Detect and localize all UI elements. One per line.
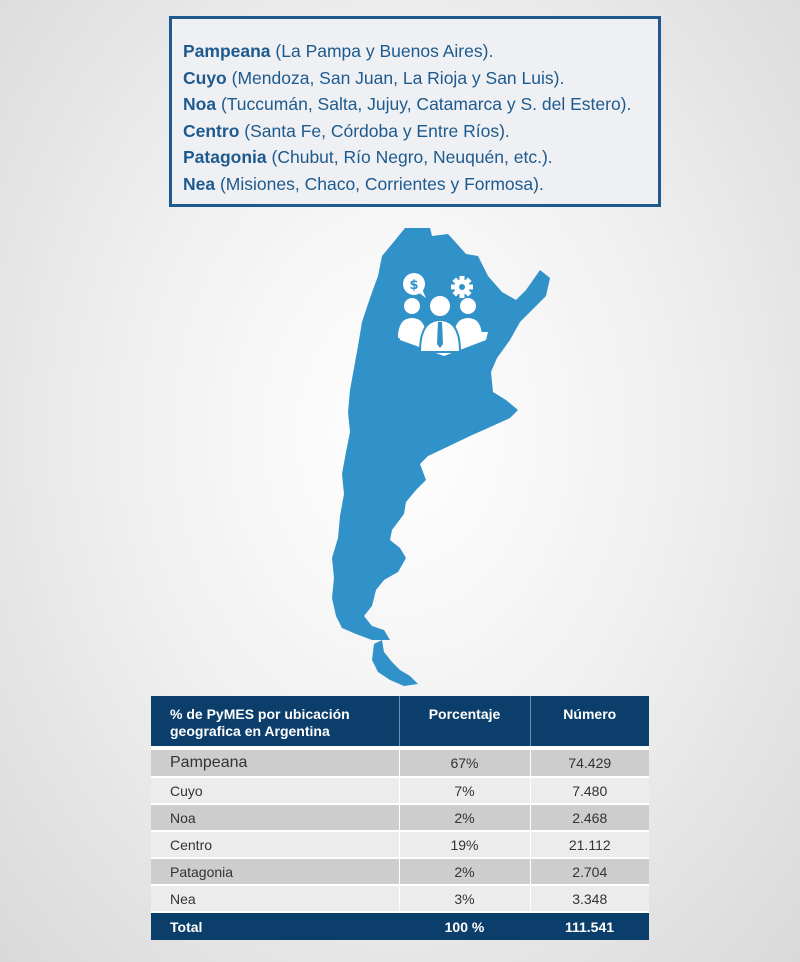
table-row [151, 885, 649, 912]
legend-region-name: Patagonia [183, 147, 267, 167]
row-region: Pampeana [151, 750, 399, 777]
icon-left-person-head [404, 298, 420, 314]
gear-hole [459, 284, 465, 290]
dollar-sign-icon: $ [409, 278, 419, 293]
row-number: 7.480 [530, 777, 649, 804]
row-number: 21.112 [530, 831, 649, 858]
table-row [151, 831, 649, 858]
icon-center-person-head [429, 295, 451, 317]
table-row [151, 804, 649, 831]
row-percent: 7% [399, 777, 530, 804]
legend-region-detail: (Santa Fe, Córdoba y Entre Ríos). [244, 120, 510, 141]
column-header-location: % de PyMES por ubicación geografica en Argentina [151, 696, 399, 746]
row-number: 3.348 [530, 885, 649, 912]
legend-region-name: Pampeana [183, 41, 271, 61]
row-region: Cuyo [151, 777, 399, 804]
row-percent: 19% [399, 831, 530, 858]
legend-region-detail: (Tuccumán, Salta, Jujuy, Catamarca y S. del Estero). [220, 94, 632, 114]
argentina-mainland-shape [332, 228, 550, 640]
column-header-percent: Porcentaje [399, 696, 530, 746]
row-percent: 2% [399, 804, 530, 831]
legend-region-name: Noa [183, 94, 217, 114]
row-percent: 67% [399, 750, 530, 777]
row-number: 2.468 [530, 804, 649, 831]
row-percent: 2% [399, 858, 530, 885]
table-row [151, 858, 649, 885]
legend-region-detail: (La Pampa y Buenos Aires). [275, 41, 494, 61]
row-region: Patagonia [151, 858, 399, 885]
icon-center-person-tie [437, 322, 443, 348]
total-label: Total [151, 912, 399, 940]
legend-region-name: Nea [183, 173, 216, 194]
legend-region-name: Cuyo [183, 67, 227, 88]
total-percent: 100 % [399, 912, 530, 940]
table-row [151, 777, 649, 804]
row-region: Noa [151, 804, 399, 831]
row-number: 2.704 [530, 858, 649, 885]
total-number: 111.541 [530, 912, 649, 940]
legend-region-detail: (Misiones, Chaco, Corrientes y Formosa). [219, 173, 544, 194]
table-row [151, 750, 649, 777]
tierra-del-fuego-shape [372, 640, 418, 686]
legend-region-detail: (Mendoza, San Juan, La Rioja y San Luis). [231, 67, 565, 88]
column-header-number: Número [530, 696, 649, 746]
row-number: 74.429 [530, 750, 649, 777]
row-region: Centro [151, 831, 399, 858]
table-header-row [151, 696, 649, 746]
row-region: Nea [151, 885, 399, 912]
pymes-table [151, 696, 649, 940]
table-total-row [151, 912, 649, 940]
icon-right-person-head [460, 298, 476, 314]
legend-region-detail: (Chubut, Río Negro, Neuquén, etc.). [271, 147, 553, 167]
legend-region-name: Centro [183, 120, 240, 141]
row-percent: 3% [399, 885, 530, 912]
